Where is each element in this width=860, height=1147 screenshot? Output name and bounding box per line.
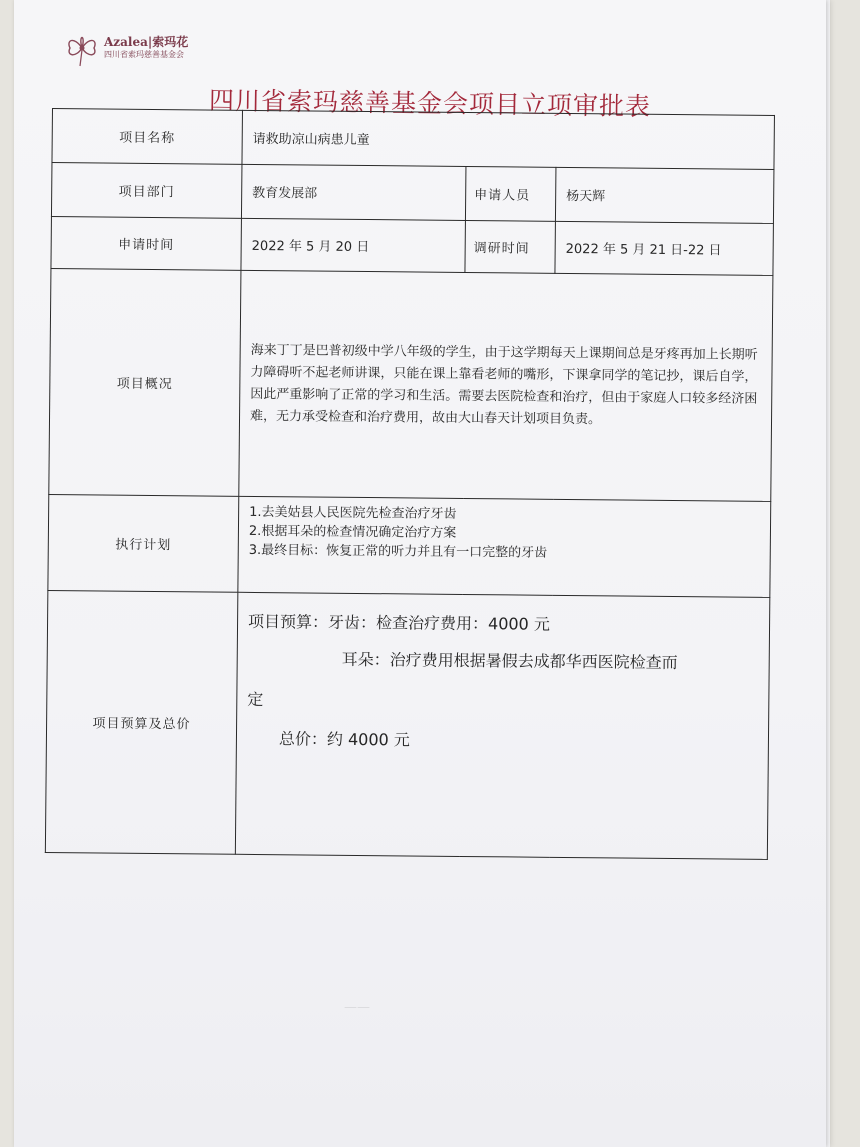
plan-item: 2.根据耳朵的检查情况确定治疗方案	[248, 523, 457, 541]
azalea-flower-icon	[62, 26, 102, 70]
row-department	[51, 163, 773, 224]
logo-brand-text: Azalea|索玛花	[104, 35, 189, 49]
plan-item: 3.最终目标：恢复正常的听力并且有一口完整的牙齿	[248, 542, 548, 561]
overview-label: 项目概况	[49, 268, 241, 496]
project-name-value: 请救助凉山病患儿童	[242, 110, 774, 169]
research-time-value: 2022 年 5 月 21 日-22 日	[555, 221, 773, 275]
page-title: 四川省索玛慈善基金会项目立项审批表	[208, 85, 652, 122]
project-name-label: 项目名称	[52, 109, 243, 165]
applicant-value: 杨天辉	[555, 167, 774, 223]
applicant-label: 申请人员	[465, 166, 556, 221]
plan-label: 执行计划	[48, 494, 239, 592]
apply-time-label: 申请时间	[51, 216, 241, 270]
foundation-logo	[62, 26, 188, 70]
department-value: 教育发展部	[241, 164, 466, 220]
apply-time-value: 2022 年 5 月 20 日	[241, 218, 465, 272]
plan-list	[238, 496, 771, 597]
budget-teeth-line: 项目预算：牙齿：检查治疗费用：4000 元	[247, 611, 550, 634]
row-overview	[49, 268, 773, 501]
department-label: 项目部门	[51, 163, 242, 219]
plan-item: 1.去美姑县人民医院先检查治疗牙齿	[249, 504, 457, 522]
overview-text: 海来丁丁是巴普初级中学八年级的学生，由于这学期每天上课期间总是牙疼再加上长期听力障碍听不起老师讲课，只能在课上靠看老师的嘴形，下课拿同学的笔记抄，课后自学，因此严重影响了正常的学习和生活。需要去医院检查和治疗，但由于家庭人口较多经济困难，无力承受检查和治疗费用，故由大山春天计划项目负责。	[239, 270, 773, 501]
budget-ears-line: 耳朵：治疗费用根据暑假去成都华西医院检查而	[341, 649, 678, 673]
budget-total-line: 总价：约 4000 元	[278, 729, 410, 750]
approval-form-table	[45, 108, 775, 860]
bleed-through-mark: ——	[344, 1000, 370, 1015]
row-plan	[48, 494, 771, 597]
row-budget	[45, 590, 769, 859]
budget-ears-line-cont: 定	[247, 689, 264, 710]
budget-label: 项目预算及总价	[45, 590, 238, 854]
budget-cell	[235, 592, 769, 859]
logo-org-text: 四川省索玛慈善基金会	[104, 50, 184, 60]
research-time-label: 调研时间	[465, 220, 555, 273]
row-apply-time	[51, 216, 773, 275]
row-project-name	[52, 109, 774, 170]
